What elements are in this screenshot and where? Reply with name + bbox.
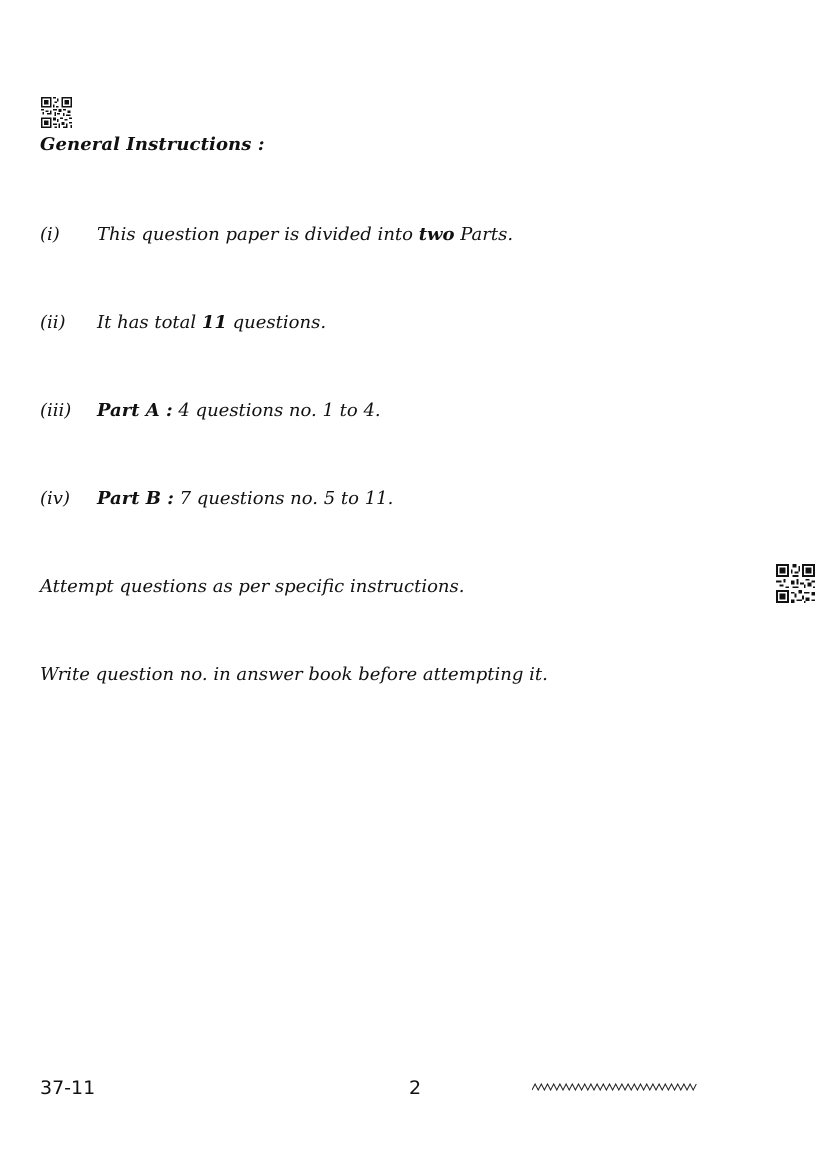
- qr-code-icon: [776, 564, 815, 603]
- instruction-number: (iii): [40, 400, 72, 421]
- zigzag-line-icon: [532, 1081, 699, 1093]
- page-number: 2: [409, 1077, 422, 1099]
- instruction-text: Part B : 7 questions no. 5 to 11.: [97, 488, 394, 509]
- instruction-text: Part A : 4 questions no. 1 to 4.: [97, 400, 381, 421]
- instruction-emphasis: two: [418, 224, 455, 245]
- instruction-emphasis: 11: [201, 312, 227, 333]
- instruction-number: (i): [40, 224, 60, 245]
- instruction-note: Attempt questions as per specific instructions.: [40, 576, 465, 597]
- instruction-number: (iv): [40, 488, 70, 509]
- paper-code: 37-11: [40, 1077, 96, 1099]
- instruction-text: This question paper is divided into two Parts.: [97, 224, 514, 245]
- instruction-note: Write question no. in answer book before attempting it.: [40, 664, 548, 685]
- instruction-emphasis: Part A :: [97, 400, 173, 421]
- instruction-number: (ii): [40, 312, 66, 333]
- general-instructions-heading: General Instructions :: [40, 134, 265, 155]
- instruction-emphasis: Part B :: [97, 488, 174, 509]
- qr-code-icon: [41, 97, 72, 128]
- instruction-text: It has total 11 questions.: [97, 312, 327, 333]
